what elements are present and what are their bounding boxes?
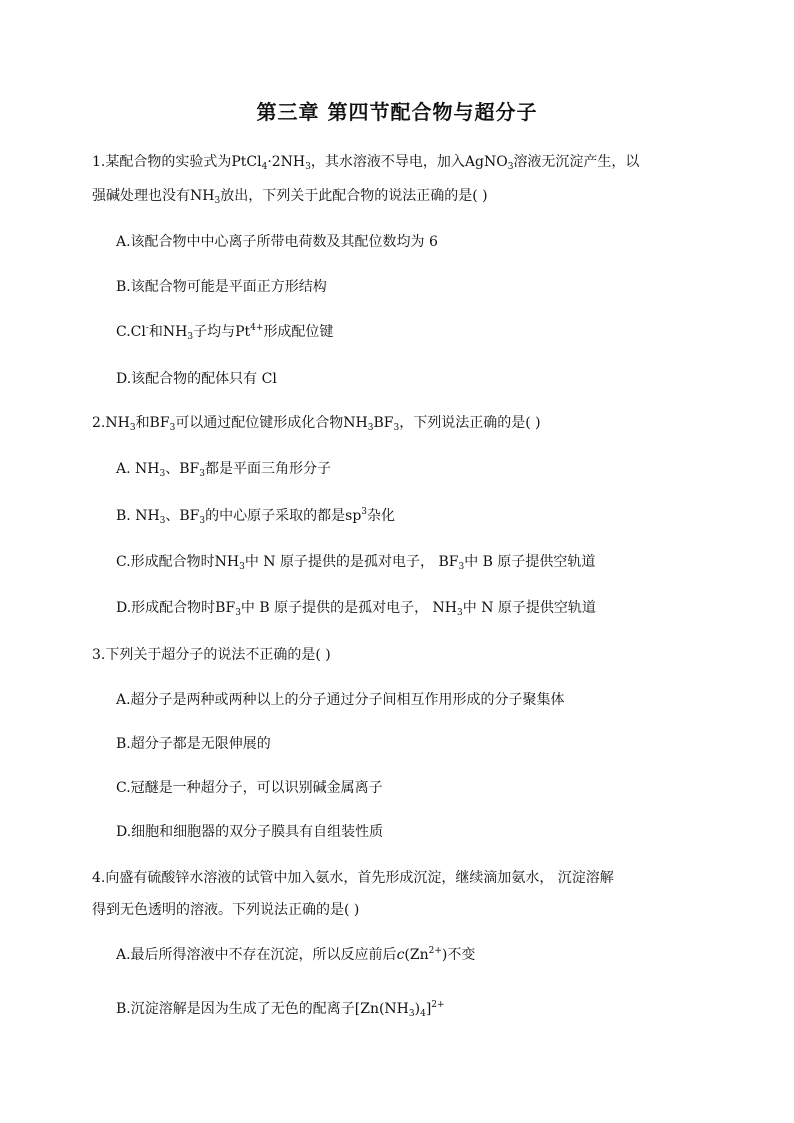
option-text: B.沉淀溶解是因为生成了无色的配离子 [116,1001,355,1017]
subscript: 3 [187,332,194,342]
q2-option-a [116,459,331,479]
subscript: 3 [458,562,465,572]
q1-text: 强碱处理也没有NH [92,188,215,204]
option-text: )不变 [441,947,476,963]
subscript: 3 [159,516,166,526]
q4-option-b [116,999,445,1019]
option-text: C.Cl [116,324,146,340]
option-text: 中 N 原子提供的是孤对电子， BF [244,554,459,570]
option-text: A. NH [116,461,160,477]
superscript: 2+ [431,1000,445,1010]
page-title: 第三章 第四节配合物与超分子 [256,100,538,124]
subscript: 3 [305,162,311,172]
option-text: (Zn [404,947,429,963]
q1-option-d: D.该配合物的配体只有 Cl [116,371,277,387]
q3-option-b: B.超分子都是无限伸展的 [116,736,271,752]
subscript: 3 [129,423,136,433]
option-text: 、BF [165,508,200,524]
option-text: 杂化 [367,508,396,524]
q2-option-b [116,506,395,526]
subscript: 3 [507,162,514,172]
q3-option-c: C.冠醚是一种超分子，可以识别碱金属离子 [116,780,383,796]
q1-text: ，其水溶液不导电，加入AgNO [310,154,508,170]
option-text: 形成配位键 [263,324,334,340]
option-text: 和NH [148,324,188,340]
q4-option-a [116,945,475,965]
q4-stem-line2: 得到无色透明的溶液。下列说法正确的是( ) [92,902,360,918]
subscript: 3 [169,423,176,433]
subscript: 3 [457,608,463,618]
q1-text: ·2NH [267,154,306,170]
option-text: 子均与Pt [193,324,251,340]
q3-stem: 3.下列关于超分子的说法不正确的是( ) [92,647,331,663]
q1-option-a: A.该配合物中中心离子所带电荷数及其配位数均为 6 [116,234,438,250]
subscript: 3 [199,469,205,479]
q1-text: 溶液无沉淀产生，以 [513,154,640,170]
q1-option-c [116,322,333,342]
subscript: 3 [367,423,374,433]
q2-option-d [116,598,596,618]
q2-text: 可以通过配位键形成化合物NH [175,415,368,431]
q3-option-a: A.超分子是两种或两种以上的分子通过分子间相互作用形成的分子聚集体 [116,692,565,708]
concentration-symbol: c [396,947,405,963]
option-text: C.形成配合物时NH [116,554,240,570]
q1-text: 1.某配合物的实验式为PtCl [92,154,262,170]
option-text: 都是平面三角形分子 [204,461,331,477]
subscript: 3 [199,516,206,526]
q1-option-b: B.该配合物可能是平面正方形结构 [116,279,327,295]
superscript: 2+ [428,946,442,956]
option-text: ] [425,1001,432,1017]
subscript: 3 [235,608,241,618]
superscript: 3 [361,507,368,517]
subscript: 3 [408,1009,415,1019]
q3-option-d: D.细胞和细胞器的双分子膜具有自组装性质 [116,824,384,840]
option-text: ) [414,1001,421,1017]
option-text: 中 B 原子提供空轨道 [464,554,596,570]
option-text: B. NH [116,508,160,524]
q2-text: 和BF [135,415,170,431]
q2-text: 2.NH [92,415,130,431]
q1-stem-line1 [92,152,639,172]
q1-text: 放出，下列关于此配合物的说法正确的是( ) [220,188,488,204]
option-text: 、BF [165,461,200,477]
complex-ion-formula: [Zn(NH [354,1001,409,1017]
option-text: A.最后所得溶液中不存在沉淀，所以反应前后 [116,947,397,963]
q1-stem-line2 [92,186,488,206]
option-text: D.形成配合物时BF [116,600,236,616]
option-text: 中 N 原子提供空轨道 [462,600,596,616]
q2-stem [92,413,541,433]
option-text: 中 B 原子提供的是孤对电子， NH [240,600,458,616]
subscript: 3 [239,562,245,572]
q4-stem-line1: 4.向盛有硫酸锌水溶液的试管中加入氨水，首先形成沉淀，继续滴加氨水， 沉淀溶解 [92,870,614,886]
subscript: 3 [393,423,400,433]
q2-text: ，下列说法正确的是( ) [399,415,541,431]
subscript: 4 [261,162,268,172]
option-text: 的中心原子采取的都是sp [205,508,362,524]
subscript: 3 [214,196,221,206]
q2-text: BF [373,415,394,431]
superscript: - [145,323,149,333]
superscript: 4+ [250,323,264,333]
q2-option-c [116,552,595,572]
subscript: 3 [159,469,166,479]
subscript: 4 [420,1009,426,1019]
